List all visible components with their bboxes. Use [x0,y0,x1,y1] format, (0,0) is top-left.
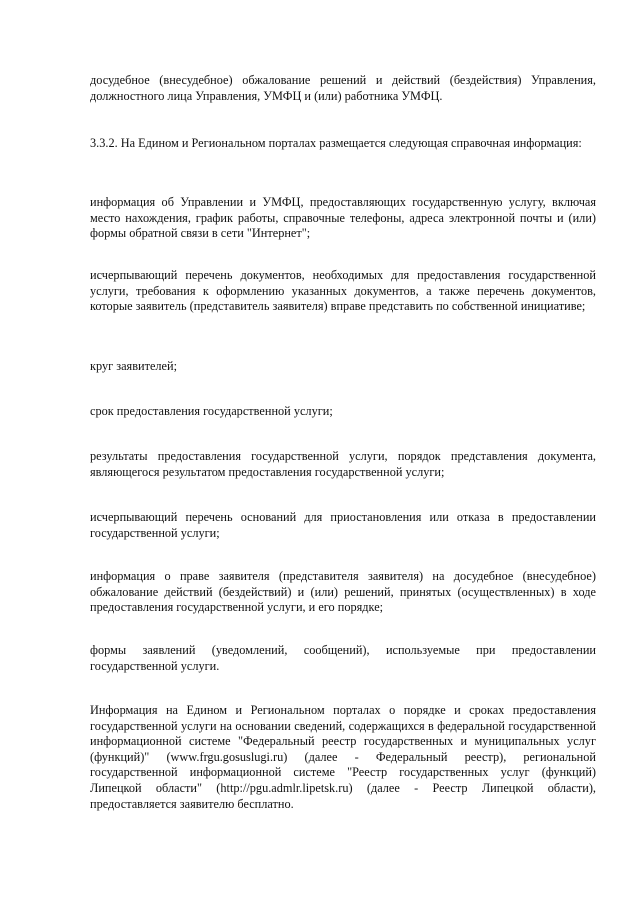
paragraph-applicants: круг заявителей; [90,359,178,373]
paragraph-service-results: результаты предоставления государственной услуги, порядок представления документа, являющегося результатом предоставления государственной услуги; [90,449,596,479]
paragraph-service-term: срок предоставления государственной услуги; [90,404,333,418]
paragraph-appeal-rights: информация о праве заявителя (представителя заявителя) на досудебное (внесудебное) обжалование действий (бездействий) и (или) решений, принятых (осуществленных) в ходе предоставления государственной услуги, и его порядке; [90,569,596,615]
paragraph-agency-contacts: информация об Управлении и УМФЦ, предоставляющих государственную услугу, включая место нахождения, график работы, справочные телефоны, адреса электронной почты и (или) формы обратной связи в сети "Интернет"; [90,195,596,241]
paragraph-portal-info-intro: 3.3.2. На Едином и Региональном порталах размещается следующая справочная информация: [90,136,582,150]
paragraph-refusal-grounds: исчерпывающий перечень оснований для приостановления или отказа в предоставлении государственной услуги; [90,510,596,540]
paragraph-appeal-procedure: досудебное (внесудебное) обжалование решений и действий (бездействия) Управления, должностного лица Управления, УМФЦ и (или) работника УМФЦ. [90,73,596,103]
paragraph-application-forms: формы заявлений (уведомлений, сообщений), используемые при предоставлении государственной услуги. [90,643,596,673]
paragraph-free-information: Информация на Едином и Региональном порталах о порядке и сроках предоставления государственной услуги на основании сведений, содержащихся в федеральной государственной информационной системе "Федеральный реестр государственных и муниципальных услуг (функций)" (www.frgu.gosuslugi.ru) (далее - Федеральный реестр), региональной государственной информационной системе "Реестр государственных услуг (функций) Липецкой области" (http://pgu.admlr.lipetsk.ru) (далее - Реестр Липецкой области), предоставляется заявителю бесплатно. [90,703,596,811]
paragraph-documents-list: исчерпывающий перечень документов, необходимых для предоставления государственной услуги, требования к оформлению указанных документов, а также перечень документов, которые заявитель (представитель заявителя) вправе представить по собственной инициативе; [90,268,596,314]
